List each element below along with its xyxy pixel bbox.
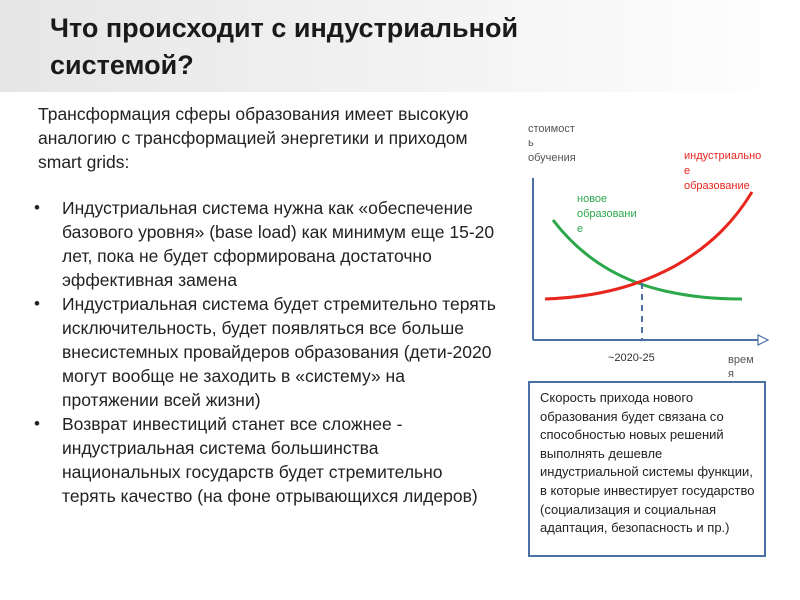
bullet-item [30, 292, 500, 412]
bullet-text: Возврат инвестиций станет все сложнее - индустриальная система большинства национальных государств будет стремительно терять качество (на фоне отрывающихся лидеров) [62, 414, 478, 506]
industrial-curve-label: индустриально е образование [684, 150, 762, 192]
intro-text: Трансформация сферы образования имеет высокую аналогию с трансформацией энергетики и приходом smart grids: [38, 104, 469, 172]
bullet-item [30, 196, 500, 292]
cost-time-diagram [500, 110, 800, 390]
bullet-list [30, 196, 500, 508]
bullet-item [30, 412, 500, 508]
bullet-dot: • [34, 294, 40, 313]
new-curve-label: новое образовани е [577, 193, 637, 235]
x-axis-arrow-icon [758, 335, 768, 345]
bullet-text: Индустриальная система будет стремительно терять исключительность, будет появляться все больше внесистемных провайдеров образования (дети-2020 могут вообще не заходить в «систему» на протяжении всей жизни) [62, 294, 496, 410]
bullet-dot: • [34, 414, 40, 433]
bullet-dot: • [34, 198, 40, 217]
note-text: Скорость прихода нового образования будет связана со способностью новых решений выполнять дешевле индустриальной системы функции, в которые инвестирует государство (социализация и социальная адаптация, безопасность и пр.) [540, 390, 755, 536]
bullet-text: Индустриальная система нужна как «обеспечение базового уровня» (base load) как минимум еще 15-20 лет, пока не будет сформирована достаточно эффективная замена [62, 198, 495, 290]
slide-title: Что происходит с индустриальной системой? [50, 13, 519, 80]
y-axis-label: стоимост ь обучения [528, 123, 576, 164]
note-box [528, 381, 766, 557]
crossover-label: ~2020-25 [608, 352, 655, 364]
x-axis-label: врем я [728, 354, 754, 380]
